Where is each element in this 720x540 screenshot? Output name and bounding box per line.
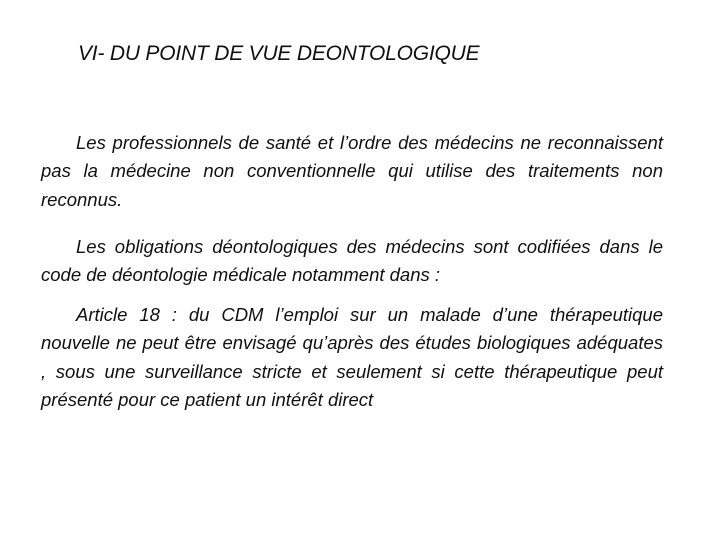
section-title: VI- DU POINT DE VUE DEONTOLOGIQUE [78,42,480,65]
body-text [41,110,663,308]
article-label: Article 18 : [76,303,177,325]
article-paragraph [41,301,663,415]
paragraph-professionnels: Les professionnels de santé et l’ordre des médecins ne reconnaissent pas la médecine non conventionnelle qui utilise des traitements non reconnus. [41,131,663,210]
article-block [41,282,663,433]
article-text: du CDM l’emploi sur un malade d’une thérapeutique nouvelle ne peut être envisagé qu’après des études biologiques adéquates , sous une surveillance stricte et seulement si cette thérapeutique peut présenté pour ce patient un intérêt direct [41,303,663,410]
paragraph-obligations: Les obligations déontologiques des médecins sont codifiées dans le code de déontologie médicale notamment dans : [41,235,663,285]
